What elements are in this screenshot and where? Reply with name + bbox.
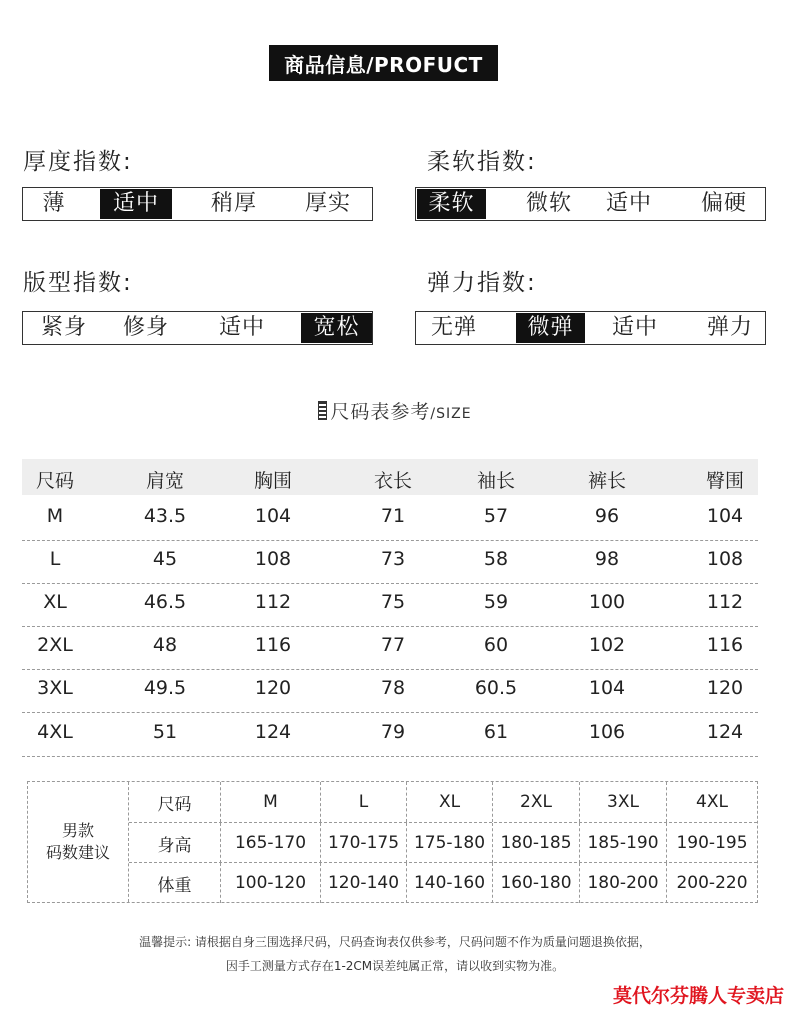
recommendation-row [129,862,757,903]
measurement-cell: 78 [380,677,406,699]
measurement-cell: 60.5 [474,677,518,699]
header-cell: 肩宽 [145,470,184,492]
index-option-selected: 微弹 [516,313,585,343]
size-table-row [22,497,758,541]
size-recommendation-table [27,781,758,903]
index-option: 适中 [218,315,265,340]
recommendation-cell: 100-120 [220,863,320,903]
measurement-cell: 43.5 [143,505,187,527]
measurement-cell: 112 [254,591,292,613]
ruler-icon [318,401,327,420]
measurement-cell: 48 [152,634,178,656]
measurement-cell: 79 [380,721,406,743]
measurement-cell: 116 [706,634,744,656]
recommendation-cell: 3XL [579,782,666,822]
index-title: 弹力指数: [427,270,537,296]
header-cell: 臀围 [705,470,744,492]
size-cell: XL [43,591,67,613]
notice-line-1: 温馨提示: 请根据自身三围选择尺码，尺码查询表仅供参考，尺码问题不作为质量问题退换依据， [139,935,651,949]
index-option-selected: 宽松 [301,313,372,343]
measurement-cell: 112 [706,591,744,613]
size-table-row [22,583,758,627]
recommendation-cell: XL [406,782,492,822]
recommendation-cell: 190-195 [666,823,757,863]
index-option: 薄 [42,191,66,216]
recommendation-cell: 180-185 [492,823,579,863]
measurement-cell: 46.5 [143,591,187,613]
measurement-cell: 124 [254,721,292,743]
index-options-box [22,187,373,221]
product-info-banner: 商品信息/PROFUCT [269,45,498,81]
measurement-cell: 100 [588,591,626,613]
index-title: 厚度指数: [23,149,133,175]
recommendation-cell: 185-190 [579,823,666,863]
shop-name: 莫代尔芬腾人专卖店 [612,985,784,1007]
header-cell: 袖长 [476,470,515,492]
size-chart-heading [0,397,790,424]
recommendation-cell: 200-220 [666,863,757,903]
measurement-cell: 71 [380,505,406,527]
index-option: 紧身 [40,315,87,340]
recommendation-cell: L [320,782,406,822]
recommendation-cell: M [220,782,320,822]
recommendation-label-line: 码数建议 [45,843,110,862]
index-options-box [22,311,373,345]
size-cell: 3XL [37,677,73,699]
measurement-cell: 61 [483,721,509,743]
recommendation-cell: 170-175 [320,823,406,863]
measurement-cell: 106 [588,721,626,743]
index-option: 适中 [605,191,652,216]
index-options-box [415,311,766,345]
measurement-cell: 59 [483,591,509,613]
measurement-cell: 45 [152,548,178,570]
header-cell: 尺码 [35,470,74,492]
measurement-cell: 104 [706,505,744,527]
size-cell: 2XL [37,634,73,656]
measurement-cell: 77 [380,634,406,656]
recommendation-cell: 4XL [666,782,757,822]
recommendation-cell: 2XL [492,782,579,822]
measurement-cell: 58 [483,548,509,570]
size-heading-en: /SIZE [430,406,472,422]
measurement-cell: 98 [594,548,620,570]
index-option-selected: 柔软 [417,189,486,219]
measurement-cell: 104 [254,505,292,527]
size-table-header [22,459,758,495]
recommendation-row-label: 尺码 [157,794,192,815]
measurement-cell: 51 [152,721,178,743]
size-table-row [22,669,758,713]
recommendation-row [129,782,757,822]
size-cell: L [49,548,61,570]
recommendation-cell: 175-180 [406,823,492,863]
recommendation-label-line: 男款 [61,821,94,840]
measurement-cell: 116 [254,634,292,656]
measurement-cell: 120 [254,677,292,699]
index-option: 稍厚 [210,191,257,216]
measurement-cell: 60 [483,634,509,656]
size-cell: M [46,505,64,527]
measurement-cell: 75 [380,591,406,613]
header-cell: 衣长 [373,470,412,492]
measurement-cell: 108 [706,548,744,570]
index-option: 无弹 [430,315,477,340]
index-options-box [415,187,766,221]
index-title: 版型指数: [23,270,133,296]
index-option: 微软 [525,191,572,216]
index-option: 适中 [611,315,658,340]
notice-line-2: 因手工测量方式存在1-2CM误差纯属正常，请以收到实物为准。 [225,959,565,973]
index-option: 弹力 [706,315,753,340]
index-option-selected: 适中 [100,189,172,219]
measurement-cell: 108 [254,548,292,570]
index-option: 偏硬 [700,191,747,216]
recommendation-row-label: 体重 [157,875,192,896]
index-title: 柔软指数: [427,149,537,175]
recommendation-row-label: 身高 [157,835,192,856]
recommendation-cell: 160-180 [492,863,579,903]
measurement-cell: 57 [483,505,509,527]
recommendation-row [129,822,757,863]
index-option: 厚实 [304,191,351,216]
measurement-cell: 49.5 [143,677,187,699]
size-cell: 4XL [37,721,73,743]
size-table-row [22,626,758,670]
recommendation-cell: 120-140 [320,863,406,903]
recommendation-label [28,782,129,902]
recommendation-cell: 140-160 [406,863,492,903]
size-table-row [22,713,758,757]
recommendation-cell: 180-200 [579,863,666,903]
measurement-cell: 124 [706,721,744,743]
recommendation-cell: 165-170 [220,823,320,863]
measurement-cell: 102 [588,634,626,656]
index-option: 修身 [122,315,169,340]
size-heading-cn: 尺码表参考 [330,401,431,423]
header-cell: 胸围 [253,470,292,492]
measurement-cell: 96 [594,505,620,527]
measurement-cell: 104 [588,677,626,699]
measurement-cell: 73 [380,548,406,570]
header-cell: 裤长 [587,470,626,492]
measurement-cell: 120 [706,677,744,699]
size-table-row [22,540,758,584]
